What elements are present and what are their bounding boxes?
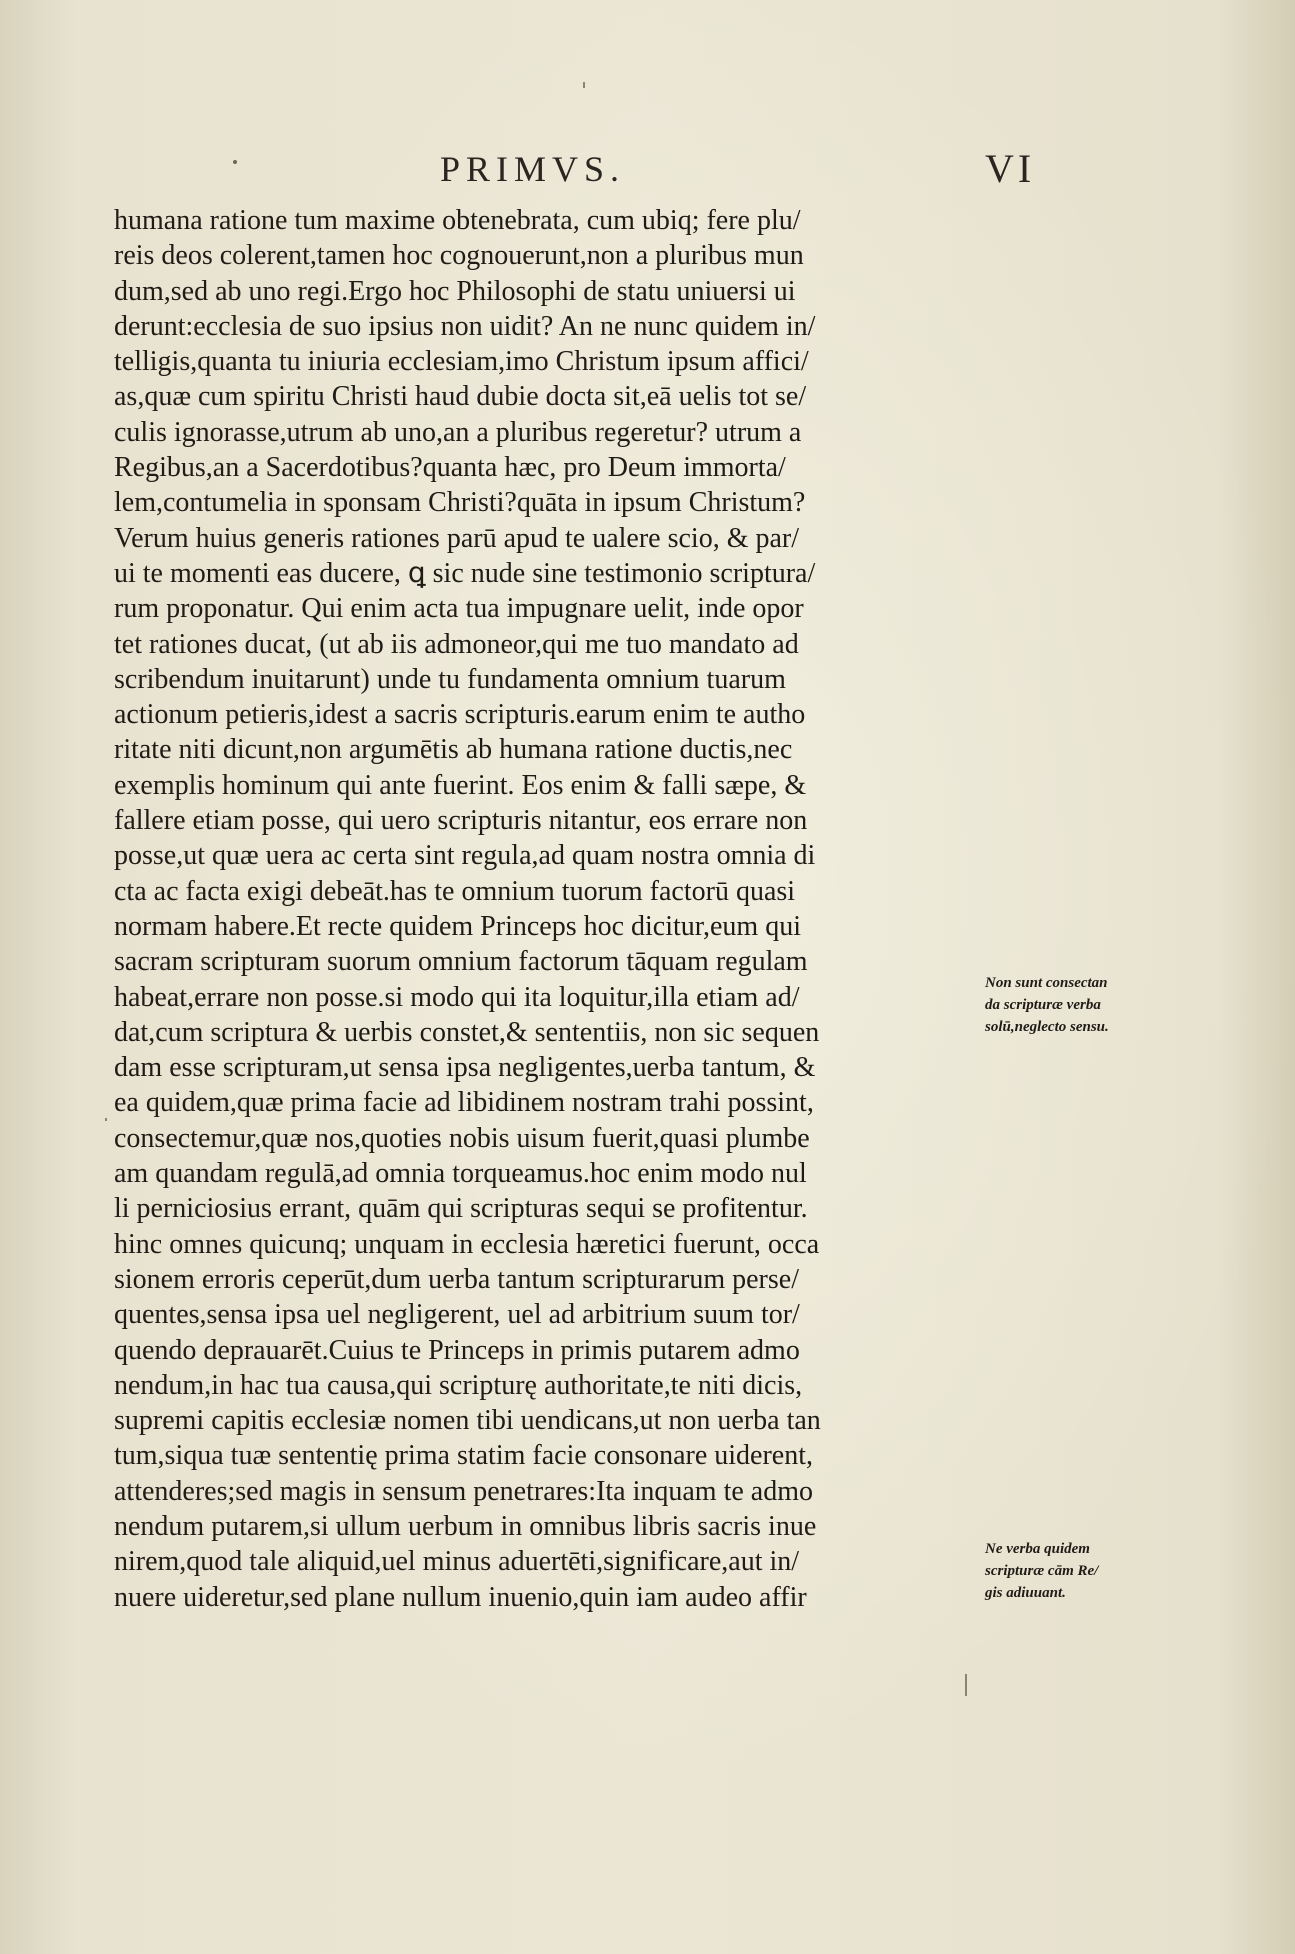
body-text-line: dam esse scripturam,ut sensa ipsa negligentes,uerba tantum, & — [114, 1052, 816, 1084]
body-text-line: habeat,errare non posse.si modo qui ita loquitur,illa etiam ad/ — [114, 981, 800, 1013]
body-text-line: ea quidem,quæ prima facie ad libidinem nostram trahi possint, — [114, 1087, 814, 1119]
body-text-line: li perniciosius errant, quām qui scripturas sequi se profitentur. — [114, 1193, 808, 1225]
body-text-line: sionem erroris ceperūt,dum uerba tantum scripturarum perse/ — [114, 1263, 799, 1295]
body-text-line: hinc omnes quicunq; unquam in ecclesia hæretici fuerunt, occa — [114, 1228, 820, 1260]
body-text-line: culis ignorasse,utrum ab uno,an a pluribus regeretur? utrum a — [114, 416, 802, 448]
body-text-line: normam habere.Et recte quidem Princeps hoc dicitur,eum qui — [114, 910, 801, 942]
running-title: PRIMVS. — [440, 149, 626, 189]
body-text-line: cta ac facta exigi debeāt.has te omnium tuorum factorū quasi — [114, 875, 796, 907]
main-text-block — [114, 203, 954, 1615]
folio-number: VI — [985, 146, 1036, 191]
marginal-note-line: Ne verba quidem — [985, 1541, 1090, 1557]
marginal-note-line: scripturæ cām Re/ — [985, 1563, 1099, 1579]
marginal-note-2 — [985, 1538, 1165, 1604]
marginal-note-line: da scripturæ verba — [985, 997, 1101, 1013]
body-text-line: nendum putarem,si ullum uerbum in omnibus libris sacris inue — [114, 1510, 817, 1542]
body-text-line: sacram scripturam suorum omnium factorum tāquam regulam — [114, 946, 808, 978]
marginal-note-line: solū,neglecto sensu. — [985, 1019, 1109, 1035]
body-text-line: tet rationes ducat, (ut ab iis admoneor,qui me tuo mandato ad — [114, 628, 799, 660]
body-text-line: ritate niti dicunt,non argumētis ab humana ratione ductis,nec — [114, 734, 793, 766]
marginal-note-line: gis adiuuant. — [985, 1585, 1066, 1601]
body-text-line: rum proponatur. Qui enim acta tua impugnare uelit, inde opor — [114, 593, 804, 625]
body-text-line: tum,siqua tuæ sententię prima statim facie consonare uiderent, — [114, 1440, 814, 1472]
body-text-line: humana ratione tum maxime obtenebrata, cum ubiq; fere plu/ — [114, 205, 801, 236]
body-text-line: lem,contumelia in sponsam Christi?quāta in ipsum Christum? — [114, 487, 806, 519]
body-text-line: fallere etiam posse, qui uero scripturis nitantur, eos errare non — [114, 805, 808, 837]
ink-dot — [233, 160, 237, 164]
body-text-line: attenderes;sed magis in sensum penetrares:Ita inquam te admo — [114, 1475, 814, 1507]
paper-speck — [965, 1674, 967, 1696]
body-text-line: supremi capitis ecclesiæ nomen tibi uendicans,ut non uerba tan — [114, 1405, 821, 1437]
body-text-line: ui te momenti eas ducere, ꝗ sic nude sine testimonio scriptura/ — [114, 557, 816, 589]
body-text-line: nirem,quod tale aliquid,uel minus aduertēti,significare,aut in/ — [114, 1546, 800, 1578]
body-text-line: dum,sed ab uno regi.Ergo hoc Philosophi de statu uniuersi ui — [114, 275, 796, 307]
body-text-line: consectemur,quæ nos,quoties nobis uisum fuerit,quasi plumbe — [114, 1122, 810, 1154]
body-text-line: am quandam regulā,ad omnia torqueamus.hoc enim modo nul — [114, 1158, 807, 1190]
body-text-line: exemplis hominum qui ante fuerint. Eos enim & falli sæpe, & — [114, 769, 807, 801]
body-text-line: nendum,in hac tua causa,qui scripturę authoritate,te niti dicis, — [114, 1369, 803, 1401]
body-text-line: actionum petieris,idest a sacris scripturis.earum enim te autho — [114, 699, 806, 731]
body-text-line: scribendum inuitarunt) unde tu fundamenta omnium tuarum — [114, 663, 786, 695]
marginal-note-line: Non sunt consectan — [985, 975, 1108, 991]
body-text-line: as,quæ cum spiritu Christi haud dubie docta sit,eā uelis tot se/ — [114, 381, 807, 413]
body-text-line: nuere uideretur,sed plane nullum inuenio,quin iam audeo affir — [114, 1581, 807, 1613]
body-text-line: dat,cum scriptura & uerbis constet,& sententiis, non sic sequen — [114, 1016, 820, 1048]
paper-speck — [583, 82, 585, 88]
marginal-note-1 — [985, 972, 1165, 1038]
body-text-line: telligis,quanta tu iniuria ecclesiam,imo Christum ipsum affici/ — [114, 346, 809, 378]
body-text-line: posse,ut quæ uera ac certa sint regula,ad quam nostra omnia di — [114, 840, 816, 872]
body-text-line: quentes,sensa ipsa uel negligerent, uel ad arbitrium suum tor/ — [114, 1299, 800, 1331]
body-text-line: Regibus,an a Sacerdotibus?quanta hæc, pro Deum immorta/ — [114, 452, 786, 484]
body-text-line: Verum huius generis rationes parū apud te ualere scio, & par/ — [114, 522, 800, 554]
body-text-line: reis deos colerent,tamen hoc cognouerunt,non a pluribus mun — [114, 240, 804, 272]
body-text-line: derunt:ecclesia de suo ipsius non uidit? An ne nunc quidem in/ — [114, 310, 816, 342]
paper-speck — [105, 1118, 107, 1121]
body-text-line: quendo deprauarēt.Cuius te Princeps in primis putarem admo — [114, 1334, 800, 1366]
